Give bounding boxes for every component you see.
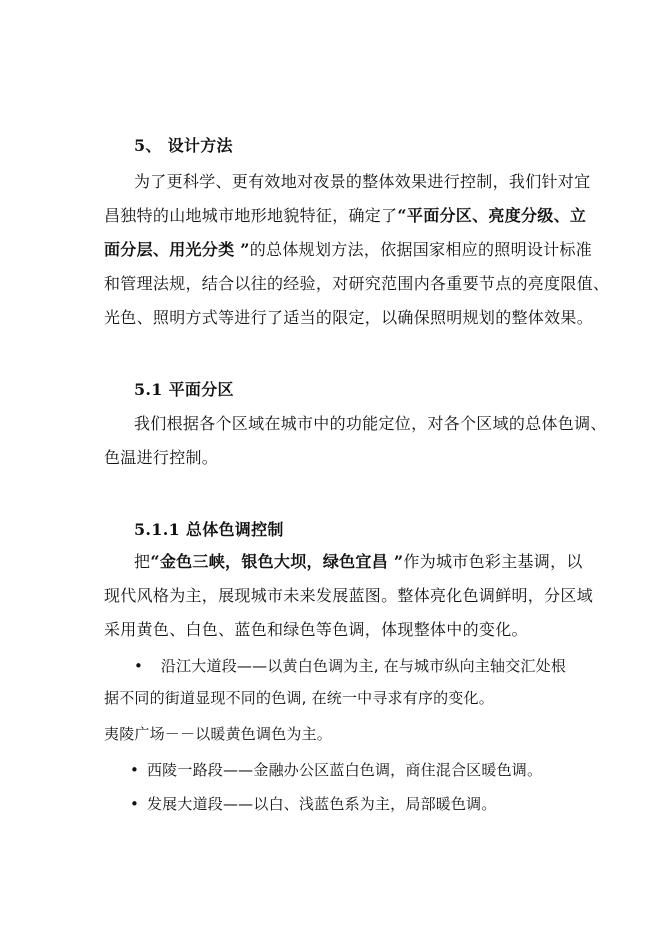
bold-phrase: “平面分区、亮度分级、立 [397, 206, 587, 225]
section-5-1-heading: 5.1 平面分区 [134, 380, 234, 399]
bullet-continuation: 据不同的街道显现不同的色调, 在统一中寻求有序的变化。 [104, 689, 494, 707]
section-5-heading: 5、 设计方法 [134, 136, 233, 155]
section-5-1-1-heading: 5.1.1 总体色调控制 [134, 520, 284, 539]
paragraph-line: 为了更科学、更有效地对夜景的整体效果进行控制，我们针对宜 [134, 172, 591, 191]
paragraph-text: 昌独特的山地城市地形地貌特征，确定了 [104, 206, 398, 225]
bold-phrase: 面分层、用光分类 ” [104, 240, 250, 259]
paragraph-text: 把 [134, 552, 151, 571]
paragraph-text: 作为城市色彩主基调，以 [403, 552, 583, 571]
bullet-item [130, 760, 542, 780]
paragraph-line: 色温进行控制。 [104, 448, 219, 467]
paragraph-line: 现代风格为主，展现城市未来发展蓝图。整体亮化色调鲜明，分区域 [104, 586, 594, 605]
bold-phrase: “金色三峡，银色大坝，绿色宜昌 ” [150, 552, 404, 571]
paragraph-line: 和管理法规，结合以往的经验，对研究范围内各重要节点的亮度限值、 [104, 274, 610, 293]
paragraph-line: 我们根据各个区域在城市中的功能定位，对各个区域的总体色调、 [134, 414, 607, 433]
paragraph-line: 夷陵广场－－以暖黄色调色为主。 [104, 725, 333, 743]
bullet-icon: • [130, 761, 140, 779]
paragraph-line: 采用黄色、白色、蓝色和绿色等色调，体现整体中的变化。 [104, 620, 528, 639]
paragraph-text: 的总体规划方法，依据国家相应的照明设计标准 [249, 240, 593, 259]
bullet-item [134, 656, 566, 676]
bullet-item [130, 794, 497, 814]
bullet-text: 西陵一路段——金融办公区蓝白色调，商住混合区暖色调。 [146, 761, 543, 779]
paragraph-line [104, 206, 586, 226]
bullet-text: 发展大道段——以白、浅蓝色系为主，局部暖色调。 [146, 795, 497, 813]
bullet-text: 沿江大道段——以黄白色调为主, 在与城市纵向主轴交汇处根 [160, 657, 567, 675]
paragraph-line [104, 240, 592, 260]
bullet-icon: • [134, 657, 144, 675]
paragraph-line: 光色、照明方式等进行了适当的限定，以确保照明规划的整体效果。 [104, 308, 594, 327]
paragraph-line [134, 552, 583, 572]
bullet-icon: • [130, 795, 140, 813]
